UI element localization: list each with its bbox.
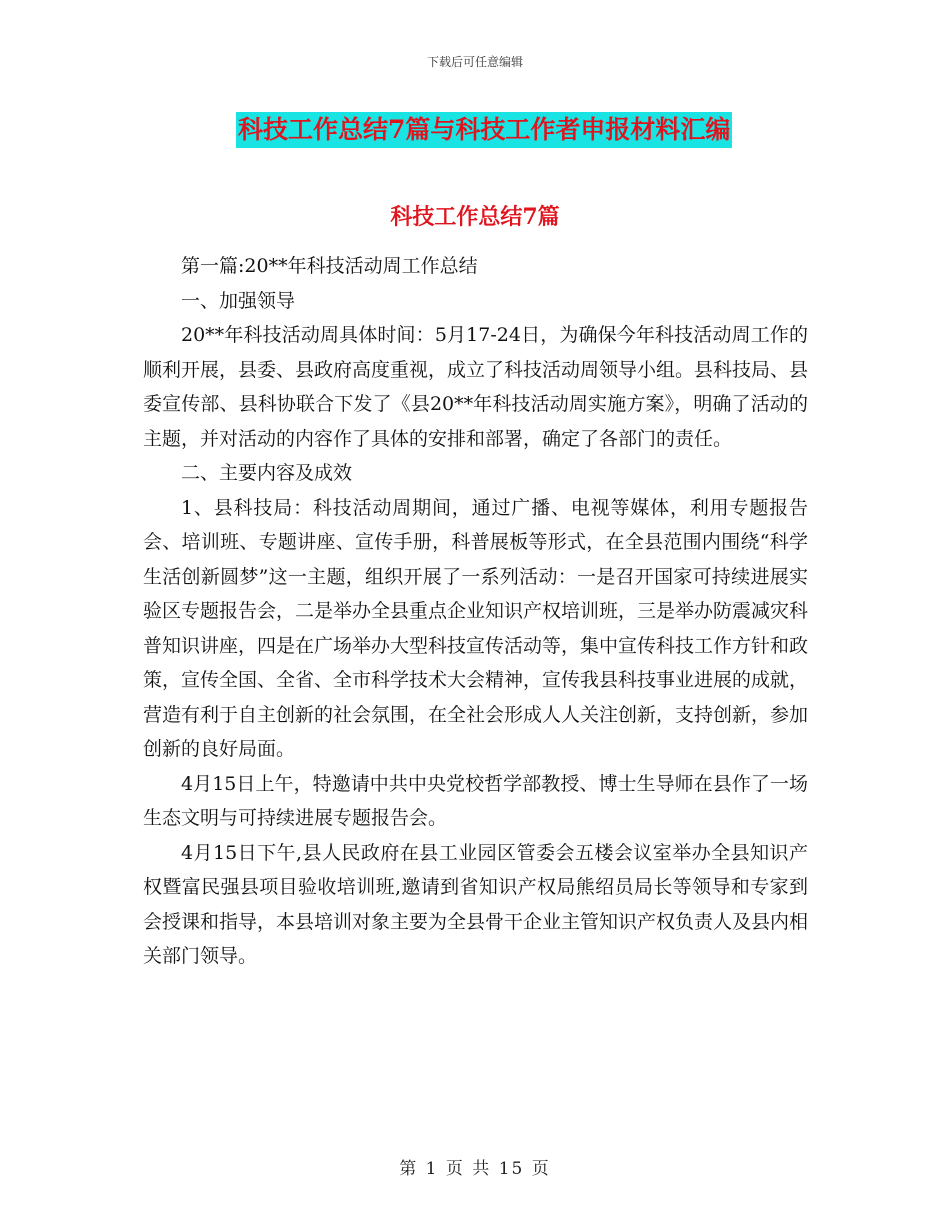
document-sub-title: 科技工作总结7篇: [390, 204, 560, 230]
section-heading-first-article: 第一篇:20**年科技活动周工作总结: [181, 255, 478, 277]
paragraph-april-15-afternoon: 4月15日下午,县人民政府在县工业园区管委会五楼会议室举办全县知识产权暨富民强县项目验收培训班,邀请到省知识产权局熊绍员局长等领导和专家到会授课和指导，本县培训对象主要为全县骨干企业主管知识产权负责人及县内相关部门领导。: [143, 841, 809, 967]
document-main-title: 科技工作总结7篇与科技工作者申报材料汇编: [236, 112, 732, 148]
page-footer-number: 第 1 页 共 15 页: [399, 1159, 551, 1179]
paragraph-tech-bureau: 1、县科技局：科技活动周期间，通过广播、电视等媒体，利用专题报告会、培训班、专题讲座、宣传手册，科普展板等形式，在全县范围内围绕“科学生活创新圆梦”这一主题，组织开展了一系列活动：一是召开国家可持续进展实验区专题报告会，二是举办全县重点企业知识产权培训班，三是举办防震减灾科普知识讲座，四是在广场举办大型科技宣传活动等，集中宣传科技工作方针和政策，宣传全国、全省、全市科学技术大会精神，宣传我县科技事业进展的成就，营造有利于自主创新的社会氛围，在全社会形成人人关注创新，支持创新，参加创新的良好局面。: [143, 496, 809, 760]
document-body: [143, 249, 808, 974]
section-heading-content-results: 二、主要内容及成效: [181, 462, 353, 484]
paragraph-april-15-morning: 4月15日上午，特邀请中共中央党校哲学部教授、博士生导师在县作了一场生态文明与可持续进展专题报告会。: [143, 772, 808, 829]
section-heading-leadership: 一、加强领导: [181, 289, 296, 312]
page-header-note: 下载后可任意编辑: [426, 55, 523, 69]
paragraph-leadership: 20**年科技活动周具体时间：5月17-24日，为确保今年科技活动周工作的顺利开展，县委、县政府高度重视，成立了科技活动周领导小组。县科技局、县委宣传部、县科协联合下发了《县20**年科技活动周实施方案》，明确了活动的主题，并对活动的内容作了具体的安排和部署，确定了各部门的责任。: [143, 324, 809, 450]
